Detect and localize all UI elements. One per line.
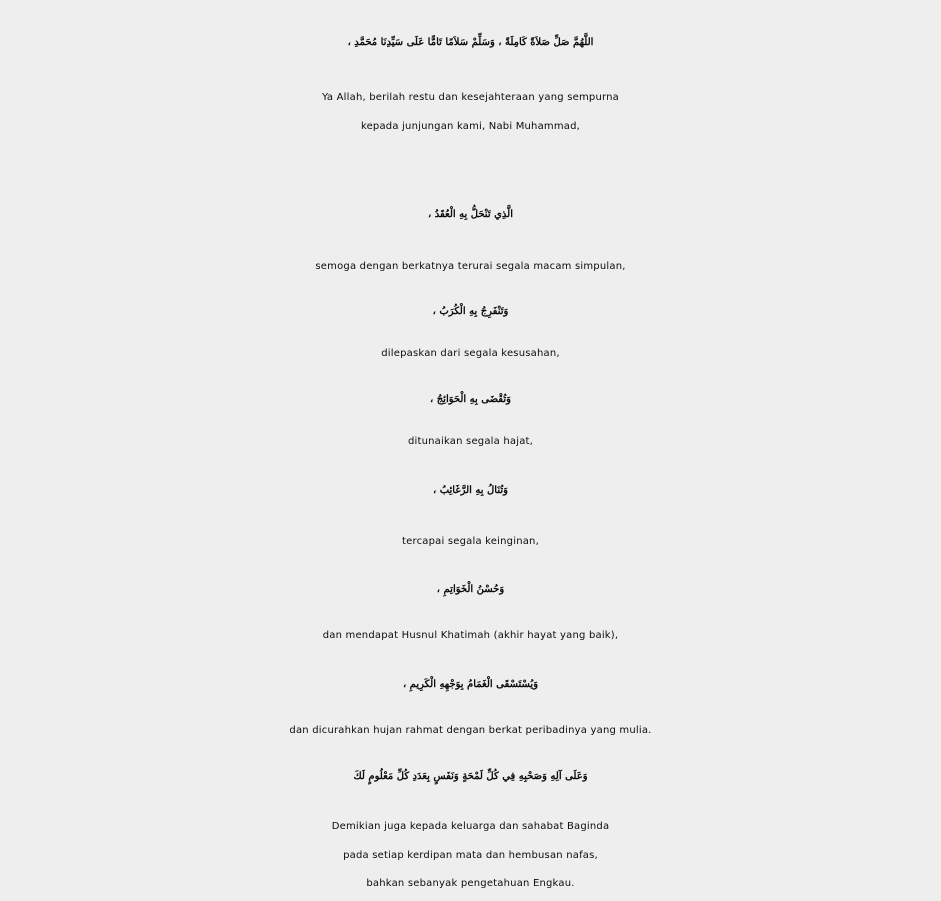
malay-line-8a: Demikian juga kepada keluarga dan sahabat Baginda bbox=[331, 821, 610, 832]
malay-line-3: dilepaskan dari segala kesusahan, bbox=[381, 348, 560, 359]
arabic-line-4: وَتُقْضَى بِهِ الْحَوَائِجُ ، bbox=[430, 394, 511, 405]
malay-line-1a: Ya Allah, berilah restu dan kesejahteraan yang sempurna bbox=[321, 92, 619, 103]
malay-line-6: dan mendapat Husnul Khatimah (akhir hayat yang baik), bbox=[322, 630, 619, 641]
malay-line-4: ditunaikan segala hajat, bbox=[407, 436, 534, 447]
malay-line-5: tercapai segala keinginan, bbox=[402, 536, 539, 547]
malay-line-8b: pada setiap kerdipan mata dan hembusan nafas, bbox=[343, 850, 598, 861]
arabic-line-2: الَّذِي تَنْحَلُّ بِهِ الْعُقَدُ ، bbox=[428, 209, 513, 220]
arabic-line-3: وَتَنْفَرِجُ بِهِ الْكُرَبُ ، bbox=[432, 306, 509, 317]
malay-line-7: dan dicurahkan hujan rahmat dengan berkat peribadinya yang mulia. bbox=[289, 725, 652, 736]
arabic-line-5: وَتُنَالُ بِهِ الرَّغَائِبُ ، bbox=[433, 485, 508, 496]
malay-line-2: semoga dengan berkatnya terurai segala macam simpulan, bbox=[315, 261, 626, 272]
arabic-line-7: وَيُسْتَسْقَى الْغَمَامُ بِوَجْهِهِ الْكَرِيمِ ، bbox=[402, 679, 539, 690]
arabic-line-8: وَعَلَى آلِهِ وَصَحْبِهِ فِي كُلِّ لَمْحَةٍ وَنَفَسٍ بِعَدَدِ كُلِّ مَعْلُومٍ لَكَ bbox=[353, 771, 588, 782]
malay-line-8c: bahkan sebanyak pengetahuan Engkau. bbox=[366, 878, 575, 889]
arabic-line-6: وَحُسْنُ الْخَوَاتِمِ ، bbox=[436, 584, 505, 595]
arabic-line-1: اللَّهُمَّ صَلِّ صَلاَةً كَامِلَةً ، وَسَلِّمْ سَلاَمًا تَامًّا عَلَى سَيِّدِنَا مُحَمَّدِ ، bbox=[347, 37, 594, 48]
malay-line-1b: kepada junjungan kami, Nabi Muhammad, bbox=[360, 121, 581, 132]
